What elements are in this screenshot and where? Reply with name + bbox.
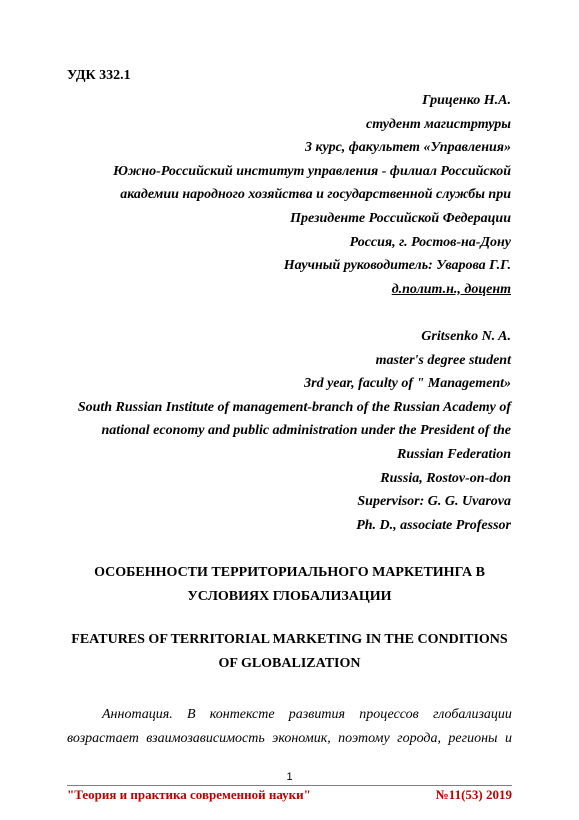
supervisor-ru: Научный руководитель: Уварова Г.Г. [283, 258, 511, 274]
abstract-word: процессов [359, 707, 419, 722]
abstract-word: В [186, 707, 196, 722]
abstract-word: контексте [209, 707, 275, 722]
abstract-word: экономик, [272, 731, 331, 746]
location-en: Russia, Rostov-on-don [380, 470, 511, 486]
author-status-en: master's degree student [375, 352, 511, 368]
abstract-word: города, [397, 731, 441, 746]
english-author-block [78, 325, 511, 537]
abstract-line [67, 727, 512, 751]
institution-line-1-ru: Южно-Российский институт управления - филиал Российской [113, 163, 511, 179]
abstract-paragraph [67, 703, 512, 751]
footer-divider [67, 785, 512, 786]
title-en-line: FEATURES OF TERRITORIAL MARKETING IN THE CONDITIONS [71, 632, 508, 647]
title-en-line: OF GLOBALIZATION [218, 655, 361, 671]
abstract-word: взаимозависимость [146, 731, 265, 746]
author-status-ru: студент магистртуры [366, 116, 511, 132]
institution-line-1-en: South Russian Institute of management-branch of the Russian Academy of [77, 399, 511, 415]
abstract-word: Аннотация. [102, 707, 173, 722]
institution-line-3-en: Russian Federation [397, 446, 511, 462]
institution-line-3-ru: Президенте Российской Федерации [290, 210, 511, 226]
institution-line-2-en: national economy and public administration under the President of the [101, 423, 511, 439]
author-name-en: Gritsenko N. A. [421, 329, 511, 344]
footer-journal-name: "Теория и практика современной науки" [67, 787, 311, 802]
author-course-ru: 3 курс, факультет «Управления» [304, 140, 511, 156]
article-title-ru [67, 561, 512, 608]
abstract-line [67, 703, 512, 727]
abstract-word: и [504, 731, 512, 746]
abstract-word: поэтому [338, 731, 390, 746]
footer-issue: №11(53) 2019 [435, 787, 512, 802]
page-footer [67, 787, 512, 803]
author-course-en: 3rd year, faculty of " Management» [304, 376, 511, 392]
abstract-word: развития [288, 707, 345, 722]
title-ru-line: УСЛОВИЯХ ГЛОБАЛИЗАЦИИ [187, 588, 392, 604]
page-number: 1 [286, 771, 293, 783]
abstract-word: возрастает [67, 731, 139, 746]
udc-code: УДК 332.1 [67, 68, 131, 83]
abstract-word: глобализации [432, 707, 512, 722]
title-ru-line: ОСОБЕННОСТИ ТЕРРИТОРИАЛЬНОГО МАРКЕТИНГА В [94, 565, 485, 580]
article-title-en [67, 628, 512, 675]
abstract-word: регионы [448, 731, 498, 746]
institution-line-2-ru: академии народного хозяйства и государственной службы при [120, 187, 511, 203]
supervisor-degree-ru: д.полит.н., доцент [391, 281, 511, 297]
supervisor-en: Supervisor: G. G. Uvarova [357, 494, 511, 510]
author-name-ru: Гриценко Н.А. [422, 93, 511, 108]
russian-author-block [113, 89, 511, 301]
location-ru: Россия, г. Ростов-на-Дону [349, 234, 511, 250]
supervisor-degree-en: Ph. D., associate Professor [356, 517, 511, 533]
